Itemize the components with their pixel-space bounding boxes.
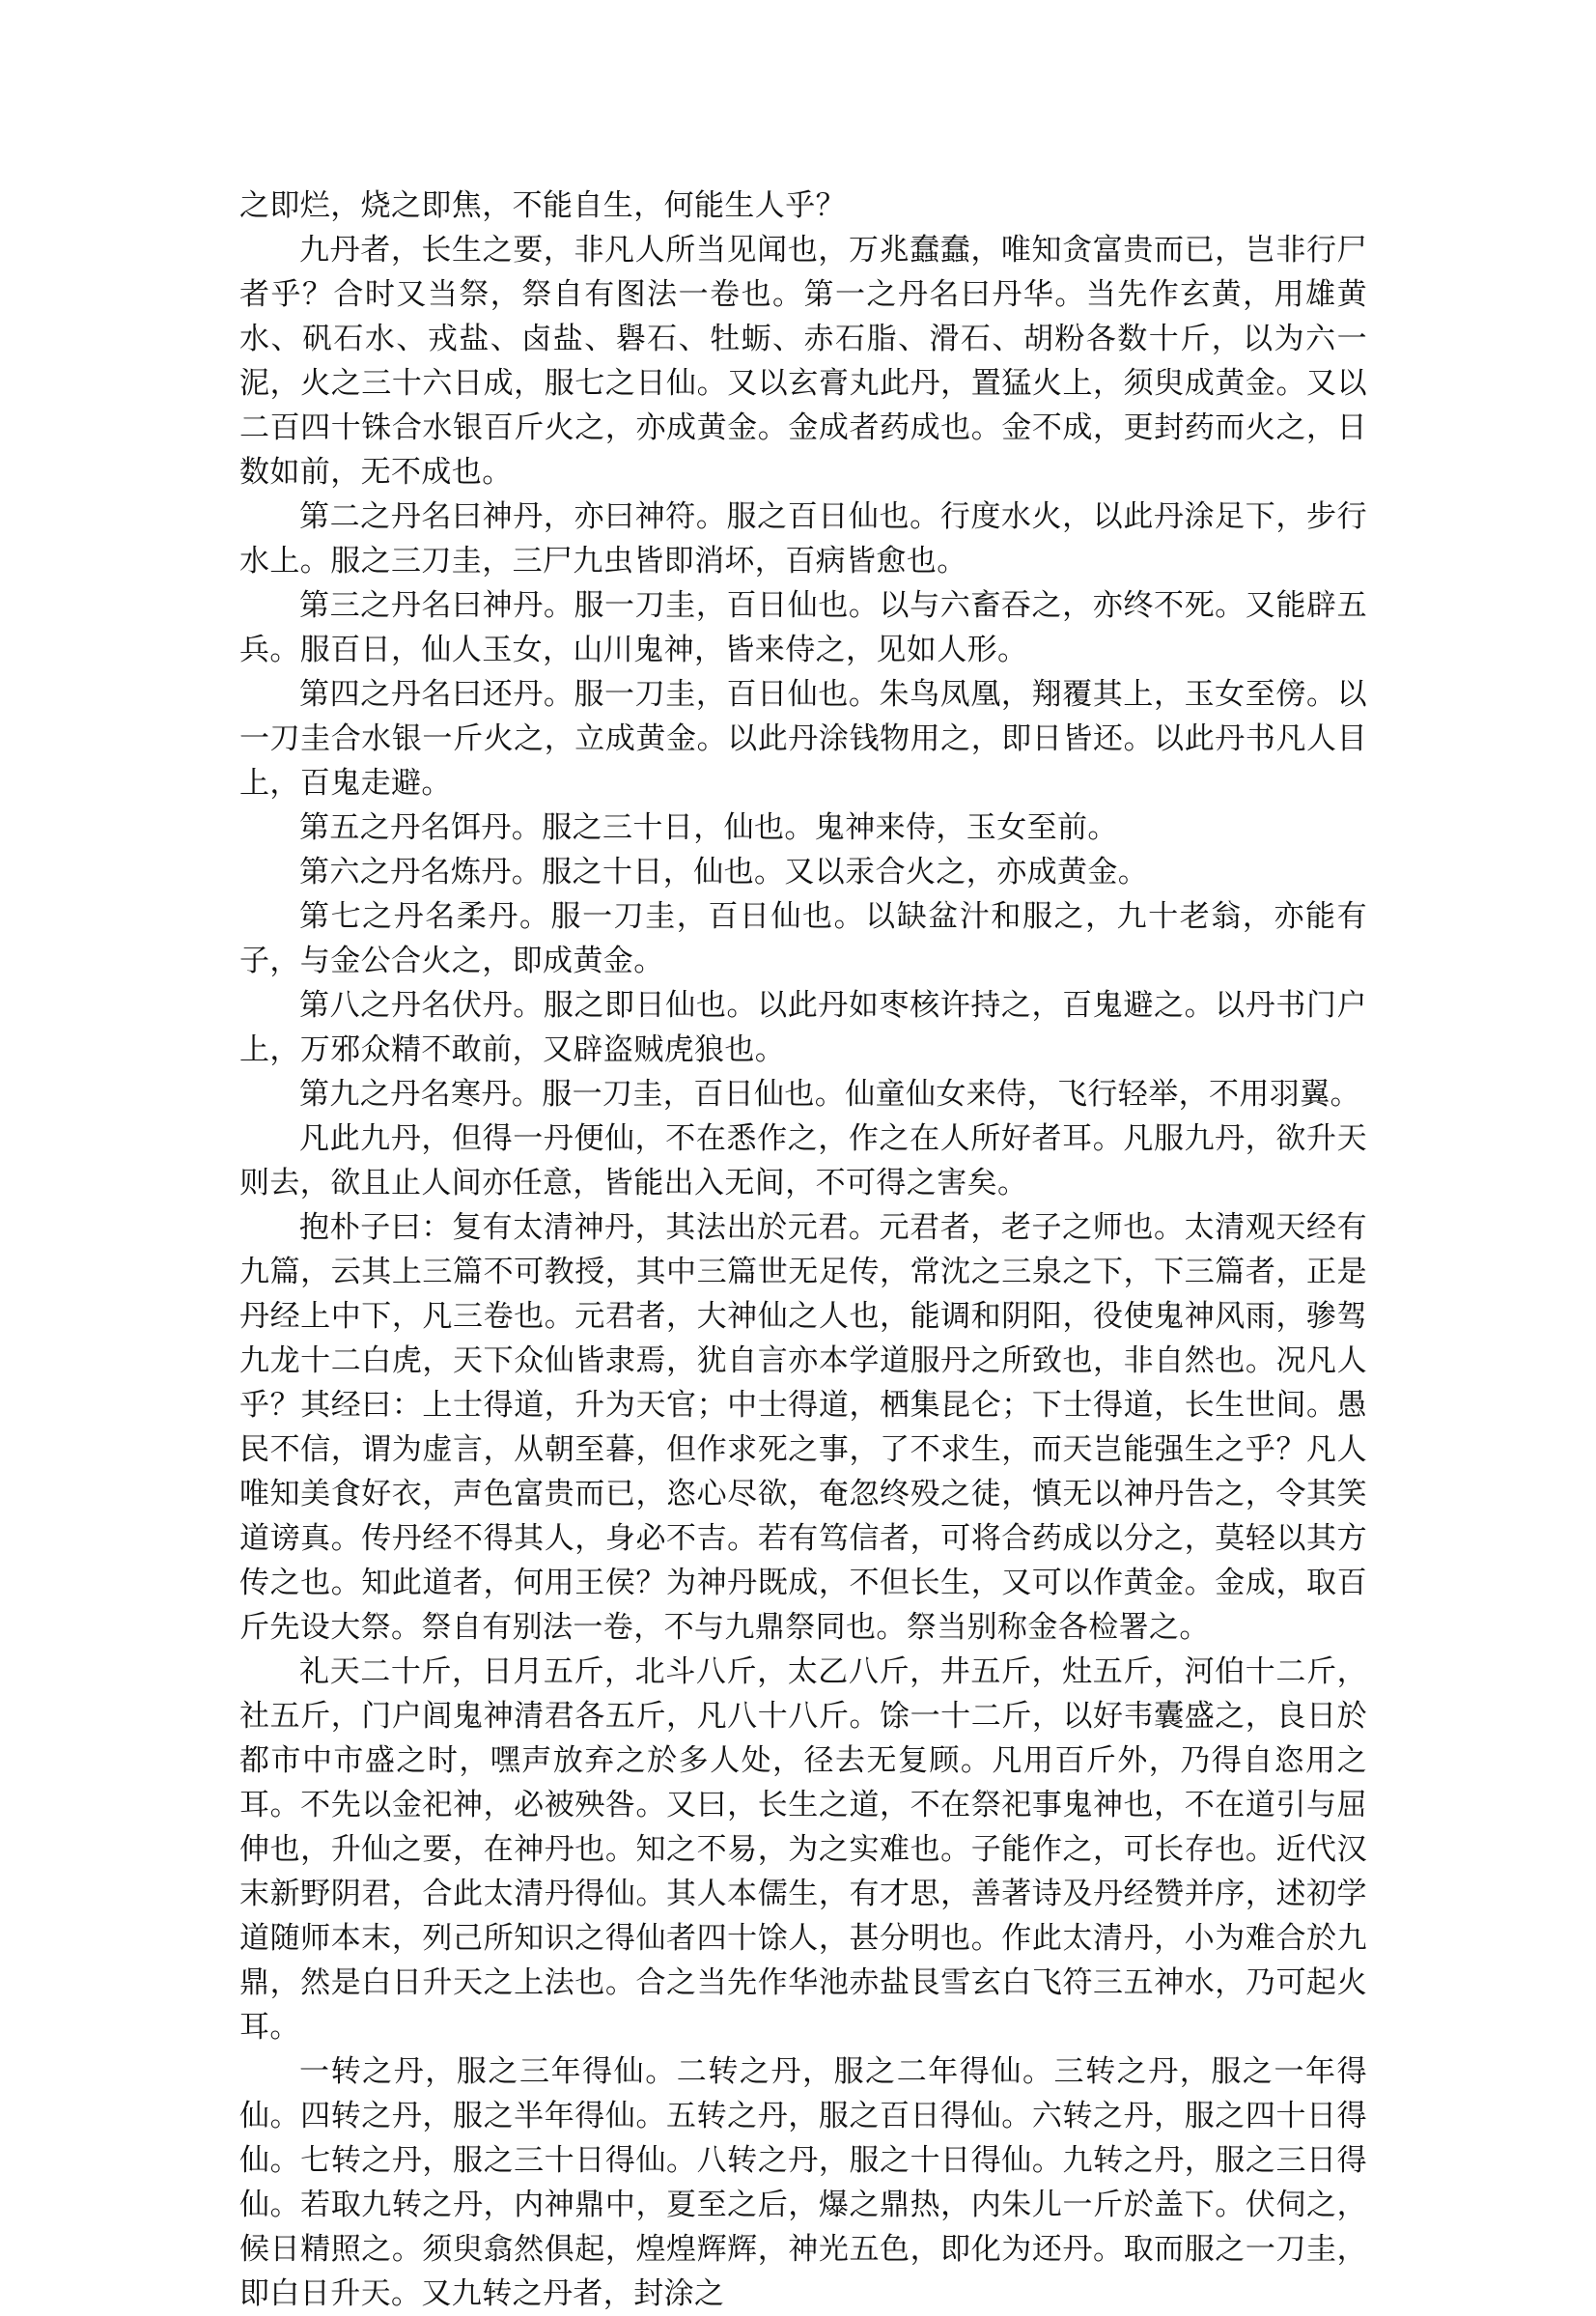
paragraph-seventh-elixir: 第七之丹名柔丹。服一刀圭，百日仙也。以缺盆汁和服之，九十老翁，亦能有子，与金公合火之，即成黄金。: [239, 899, 1367, 978]
document-page: [239, 184, 1367, 2316]
paragraph-third-elixir: 第三之丹名曰神丹。服一刀圭，百日仙也。以与六畜吞之，亦终不死。又能辟五兵。服百日，仙人玉女，山川鬼神，皆来侍之，见如人形。: [239, 588, 1367, 667]
paragraph-continued: 之即烂，烧之即焦，不能自生，何能生人乎？: [239, 188, 846, 223]
paragraph-baopuzi: 抱朴子曰：复有太清神丹，其法出於元君。元君者，老子之师也。太清观天经有九篇，云其上三篇不可教授，其中三篇世无足传，常沈之三泉之下，下三篇者，正是丹经上中下，凡三卷也。元君者，大神仙之人也，能调和阴阳，役使鬼神风雨，骖驾九龙十二白虎，天下众仙皆隶焉，犹自言亦本学道服丹之所致也，非自然也。况凡人乎？其经曰：上士得道，升为天官；中士得道，栖集昆仑；下士得道，长生世间。愚民不信，谓为虚言，从朝至暮，但作求死之事，了不求生，而天岂能强生之乎？凡人唯知美食好衣，声色富贵而已，恣心尽欲，奄忽终殁之徒，慎无以神丹告之，令其笑道谤真。传丹经不得其人，身必不吉。若有笃信者，可将合药成以分之，莫轻以其方传之也。知此道者，何用王侯？为神丹既成，不但长生，又可以作黄金。金成，取百斤先设大祭。祭自有别法一卷，不与九鼎祭同也。祭当别称金各检署之。: [239, 1210, 1367, 1645]
paragraph-second-elixir: 第二之丹名曰神丹，亦曰神符。服之百日仙也。行度水火，以此丹涂足下，步行水上。服之三刀圭，三尸九虫皆即消坏，百病皆愈也。: [239, 499, 1367, 579]
paragraph-nine-elixirs: 九丹者，长生之要，非凡人所当见闻也，万兆蠢蠢，唯知贪富贵而已，岂非行尸者乎？合时又当祭，祭自有图法一卷也。第一之丹名曰丹华。当先作玄黄，用雄黄水、矾石水、戎盐、卤盐、礜石、牡蛎、赤石脂、滑石、胡粉各数十斤，以为六一泥，火之三十六日成，服七之日仙。又以玄膏丸此丹，置猛火上，须臾成黄金。又以二百四十铢合水银百斤火之，亦成黄金。金成者药成也。金不成，更封药而火之，日数如前，无不成也。: [239, 233, 1367, 490]
paragraph-summary: 凡此九丹，但得一丹便仙，不在悉作之，作之在人所好者耳。凡服九丹，欲升天则去，欲且止人间亦任意，皆能出入无间，不可得之害矣。: [239, 1121, 1367, 1200]
paragraph-eighth-elixir: 第八之丹名伏丹。服之即日仙也。以此丹如枣核许持之，百鬼避之。以丹书门户上，万邪众精不敢前，又辟盗贼虎狼也。: [239, 988, 1367, 1067]
paragraph-ninth-elixir: 第九之丹名寒丹。服一刀圭，百日仙也。仙童仙女来侍，飞行轻举，不用羽翼。: [299, 1077, 1360, 1112]
paragraph-fourth-elixir: 第四之丹名曰还丹。服一刀圭，百日仙也。朱鸟凤凰，翔覆其上，玉女至傍。以一刀圭合水银一斤火之，立成黄金。以此丹涂钱物用之，即日皆还。以此丹书凡人目上，百鬼走避。: [239, 677, 1367, 801]
paragraph-sixth-elixir: 第六之丹名炼丹。服之十日，仙也。又以汞合火之，亦成黄金。: [299, 855, 1149, 890]
paragraph-transmutations: 一转之丹，服之三年得仙。二转之丹，服之二年得仙。三转之丹，服之一年得仙。四转之丹，服之半年得仙。五转之丹，服之百日得仙。六转之丹，服之四十日得仙。七转之丹，服之三十日得仙。八转之丹，服之十日得仙。九转之丹，服之三日得仙。若取九转之丹，内神鼎中，夏至之后，爆之鼎热，内朱儿一斤於盖下。伏伺之，候日精照之。须臾翕然俱起，煌煌辉辉，神光五色，即化为还丹。取而服之一刀圭，即白日升天。又九转之丹者，封涂之: [239, 2054, 1367, 2311]
paragraph-offerings: 礼天二十斤，日月五斤，北斗八斤，太乙八斤，井五斤，灶五斤，河伯十二斤，社五斤，门户闾鬼神清君各五斤，凡八十八斤。馀一十二斤，以好韦囊盛之，良日於都市中市盛之时，嘿声放弃之於多人处，径去无复顾。凡用百斤外，乃得自恣用之耳。不先以金祀神，必被殃咎。又曰，长生之道，不在祭祀事鬼神也，不在道引与屈伸也，升仙之要，在神丹也。知之不易，为之实难也。子能作之，可长存也。近代汉末新野阴君，合此太清丹得仙。其人本儒生，有才思，善著诗及丹经赞并序，述初学道随师本末，列己所知识之得仙者四十馀人，甚分明也。作此太清丹，小为难合於九鼎，然是白日升天之上法也。合之当先作华池赤盐艮雪玄白飞符三五神水，乃可起火耳。: [239, 1654, 1367, 2045]
paragraph-fifth-elixir: 第五之丹名饵丹。服之三十日，仙也。鬼神来侍，玉女至前。: [299, 810, 1118, 845]
